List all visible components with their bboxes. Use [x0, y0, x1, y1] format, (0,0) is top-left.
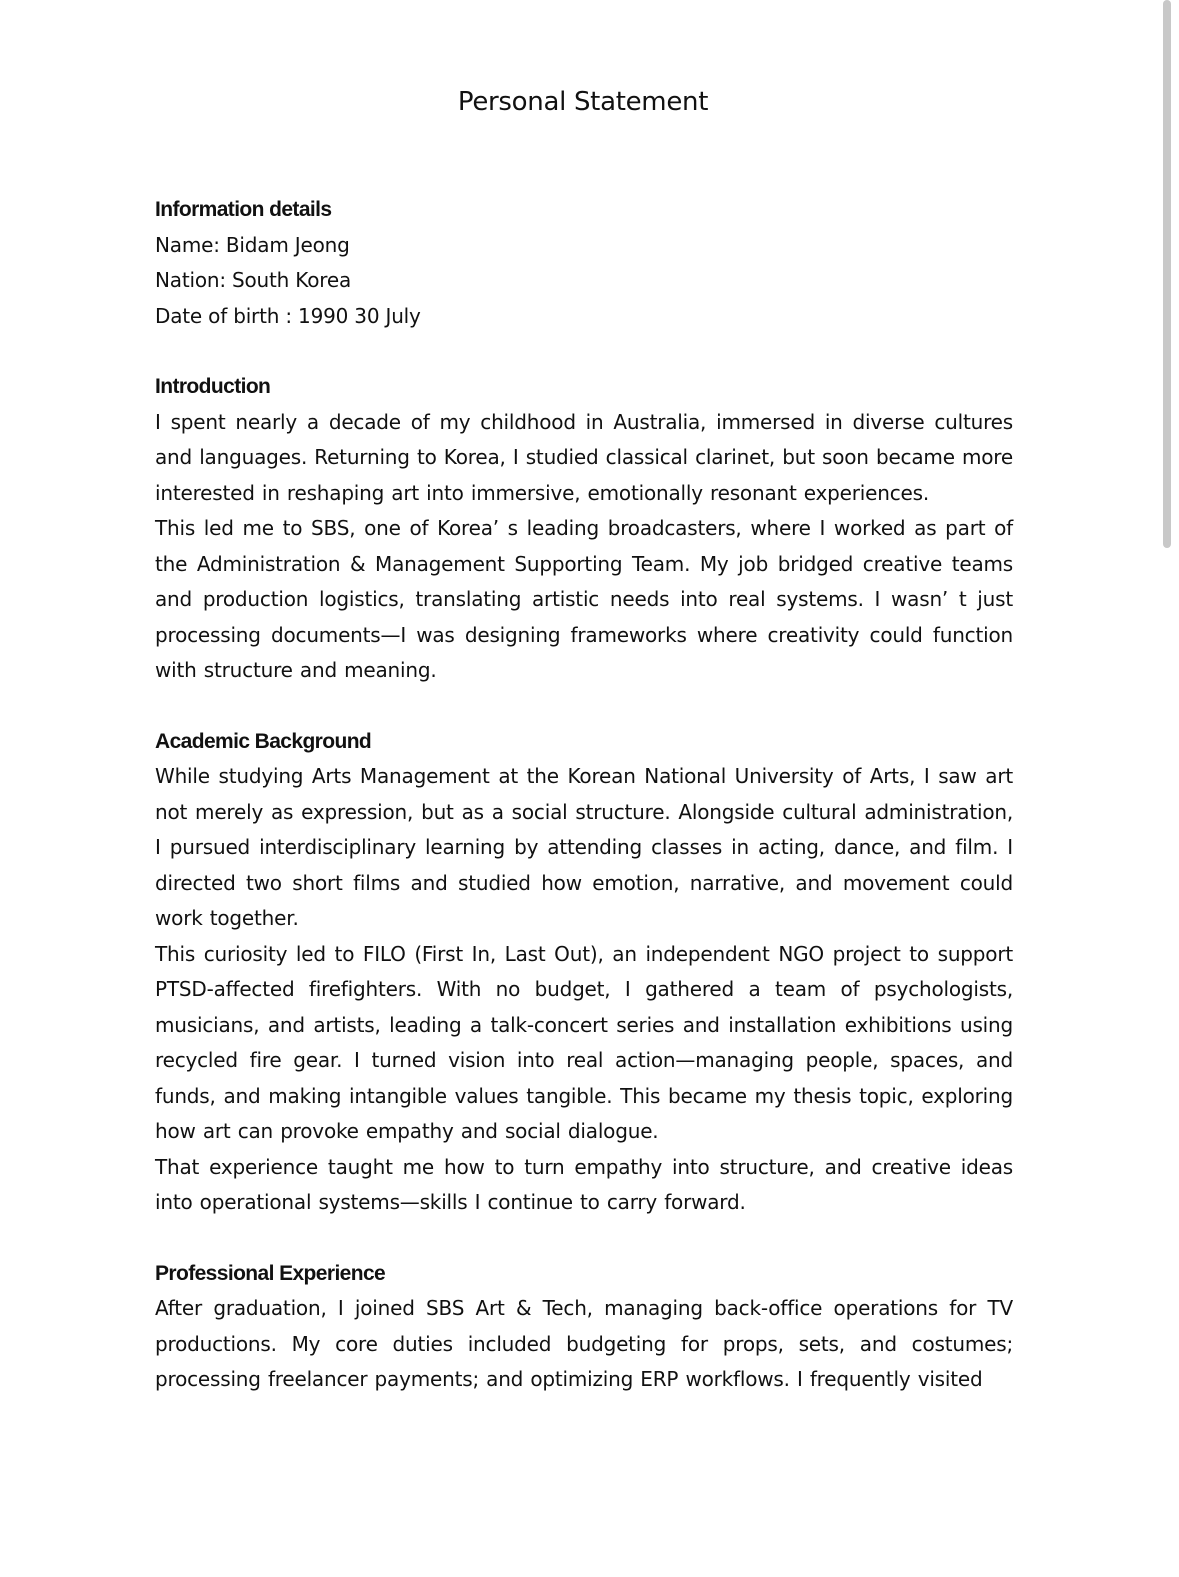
professional-heading: Professional Experience [155, 1261, 386, 1285]
academic-paragraph: That experience taught me how to turn empathy into structure, and creative ideas into operational systems—skills I continue to carry forward. [155, 1154, 1013, 1214]
name-line: Name: Bidam Jeong [155, 232, 350, 257]
professional-paragraph: After graduation, I joined SBS Art & Tech, managing back-office operations for TV productions. My core duties included budgeting for props, sets, and costumes; processing freelancer payments; and optimizing ERP workflows. I frequently visited [155, 1296, 1013, 1391]
academic-section [155, 724, 1013, 1221]
introduction-paragraph: This led me to SBS, one of Korea’ s leading broadcasters, where I worked as part of the Administration & Management Supporting Team. My job bridged creative teams and production logistics, translating artistic needs into real systems. I wasn’ t just processing documents—I was designing frameworks where creativity could function with structure and meaning. [155, 516, 1013, 682]
introduction-paragraph: I spent nearly a decade of my childhood in Australia, immersed in diverse cultures and languages. Returning to Korea, I studied classical clarinet, but soon became more interested in reshaping art into immersive, emotionally resonant experiences. [155, 409, 1013, 505]
academic-paragraph: While studying Arts Management at the Korean National University of Arts, I saw art not merely as expression, but as a social structure. Alongside cultural administration, I pursued interdisciplinary learning by attending classes in acting, dance, and film. I directed two short films and studied how emotion, narrative, and movement could work together. [155, 764, 1013, 930]
nation-line: Nation: South Korea [155, 268, 352, 292]
document-title: Personal Statement [457, 87, 709, 117]
document-body [155, 192, 1013, 1398]
academic-heading: Academic Background [155, 729, 372, 753]
information-section [155, 192, 1013, 334]
professional-section [155, 1256, 1013, 1398]
academic-paragraph: This curiosity led to FILO (First In, Last Out), an independent NGO project to support PTSD-affected firefighters. With no budget, I gathered a team of psychologists, musicians, and artists, leading a talk-concert series and installation exhibitions using recycled fire gear. I turned vision into real action—managing people, spaces, and funds, and making intangible values tangible. This became my thesis topic, exploring how art can provoke empathy and social dialogue. [155, 941, 1013, 1143]
date-of-birth-line: Date of birth : 1990 30 July [155, 303, 421, 328]
information-heading: Information details [155, 198, 332, 221]
introduction-section [155, 369, 1013, 689]
vertical-scrollbar[interactable] [1163, 0, 1171, 548]
introduction-heading: Introduction [155, 375, 271, 398]
